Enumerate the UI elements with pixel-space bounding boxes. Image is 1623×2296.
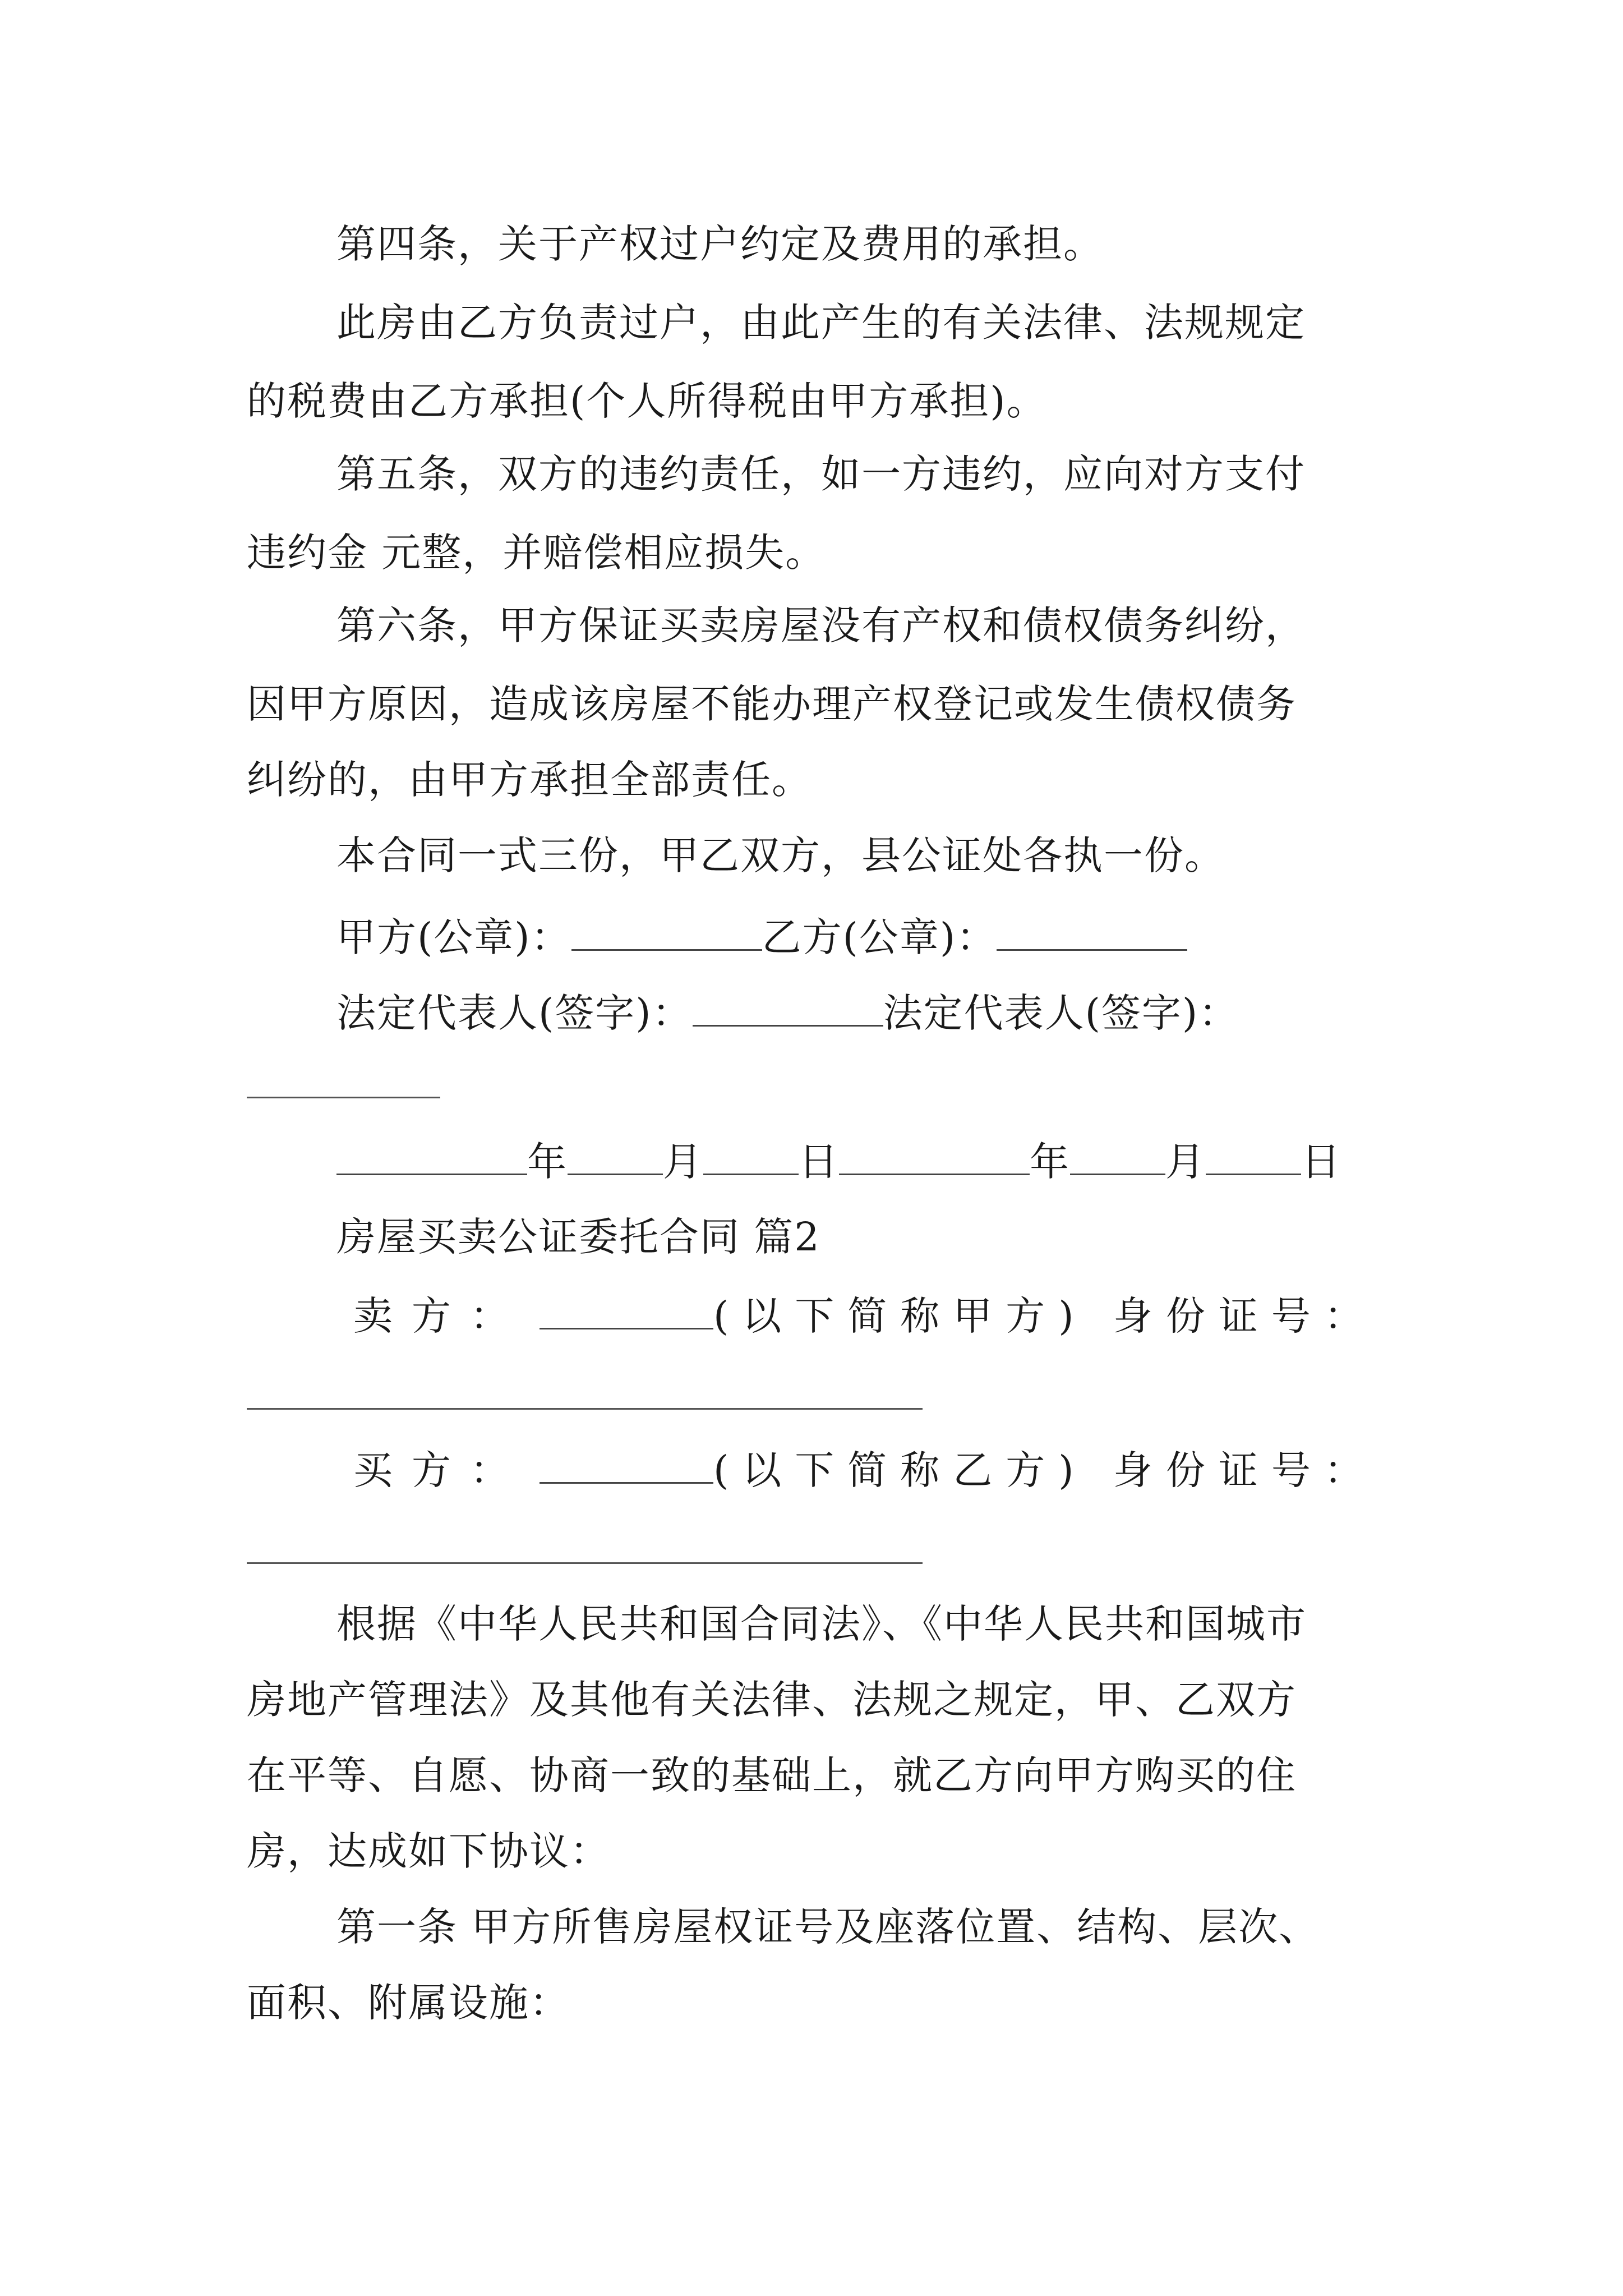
rep-b-label: 法定代表人(签字)：: [883, 990, 1239, 1036]
day-label: 日: [799, 1139, 839, 1185]
section-2-title: 房屋买卖公证委托合同 篇2: [336, 1214, 820, 1260]
date-line: [336, 1139, 1341, 1185]
intro-line-2: 房地产管理法》及其他有关法律、法规之规定，甲、乙双方: [247, 1677, 1297, 1723]
article-4-body-line-1: 此房由乙方负责过户，由此产生的有关法律、法规规定: [336, 300, 1306, 346]
article-1-line-2: 面积、附属设施：: [247, 1980, 570, 2026]
date-b-year-blank: [839, 1139, 1030, 1175]
article-1-line-1: 第一条 甲方所售房屋权证号及座落位置、结构、层次、: [336, 1904, 1320, 1950]
article-5-line-1: 第五条，双方的违约责任，如一方违约，应向对方支付: [336, 451, 1306, 497]
date-a-month-blank: [568, 1139, 663, 1175]
date-b-month-blank: [1070, 1139, 1165, 1175]
article-5-line-2: 违约金 元整，并赔偿相应损失。: [247, 530, 826, 576]
article-4-title: 第四条，关于产权过户约定及费用的承担。: [336, 221, 1104, 267]
seller-line: [353, 1293, 1377, 1339]
buyer-note: (以下简称乙方) 身份证号：: [713, 1447, 1377, 1493]
party-b-seal-label: 乙方(公章)：: [762, 914, 997, 960]
article-6-line-3: 纠纷的，由甲方承担全部责任。: [247, 757, 812, 803]
month-label: 月: [663, 1139, 703, 1185]
intro-line-1: 根据《中华人民共和国合同法》、《中华人民共和国城市: [336, 1601, 1307, 1647]
intro-line-4: 房，达成如下协议：: [247, 1828, 610, 1874]
date-a-day-blank: [703, 1139, 799, 1175]
article-6-line-2: 因甲方原因，造成该房屋不能办理产权登记或发生债权债务: [247, 681, 1297, 727]
intro-line-3: 在平等、自愿、协商一致的基础上，就乙方向甲方购买的住: [247, 1752, 1297, 1798]
seal-line: [336, 914, 1187, 960]
day-label-b: 日: [1301, 1139, 1341, 1185]
representative-line: [336, 990, 1239, 1036]
date-b-day-blank: [1206, 1139, 1301, 1175]
year-label: 年: [527, 1139, 568, 1185]
party-a-seal-blank: [571, 914, 762, 951]
rep-a-label: 法定代表人(签字)：: [336, 990, 693, 1036]
buyer-name-blank: [540, 1447, 713, 1484]
party-a-seal-label: 甲方(公章)：: [336, 914, 571, 960]
buyer-line: [353, 1447, 1377, 1493]
seller-id-blank: [247, 1408, 923, 1410]
buyer-label: 买方：: [353, 1447, 528, 1493]
seller-name-blank: [540, 1293, 713, 1329]
year-label-b: 年: [1030, 1139, 1070, 1185]
buyer-id-blank: [247, 1562, 923, 1564]
date-a-year-blank: [336, 1139, 527, 1175]
copies-clause: 本合同一式三份，甲乙双方，县公证处各执一份。: [336, 832, 1225, 878]
rep-b-blank: [247, 1097, 440, 1098]
rep-a-blank: [693, 990, 883, 1027]
article-4-body-line-2: 的税费由乙方承担(个人所得税由甲方承担)。: [247, 378, 1047, 424]
month-label-b: 月: [1165, 1139, 1206, 1185]
party-b-seal-blank: [997, 914, 1187, 951]
seller-label: 卖方：: [353, 1293, 528, 1339]
article-6-line-1: 第六条，甲方保证买卖房屋没有产权和债权债务纠纷，: [336, 602, 1306, 648]
seller-note: (以下简称甲方) 身份证号：: [713, 1293, 1377, 1339]
